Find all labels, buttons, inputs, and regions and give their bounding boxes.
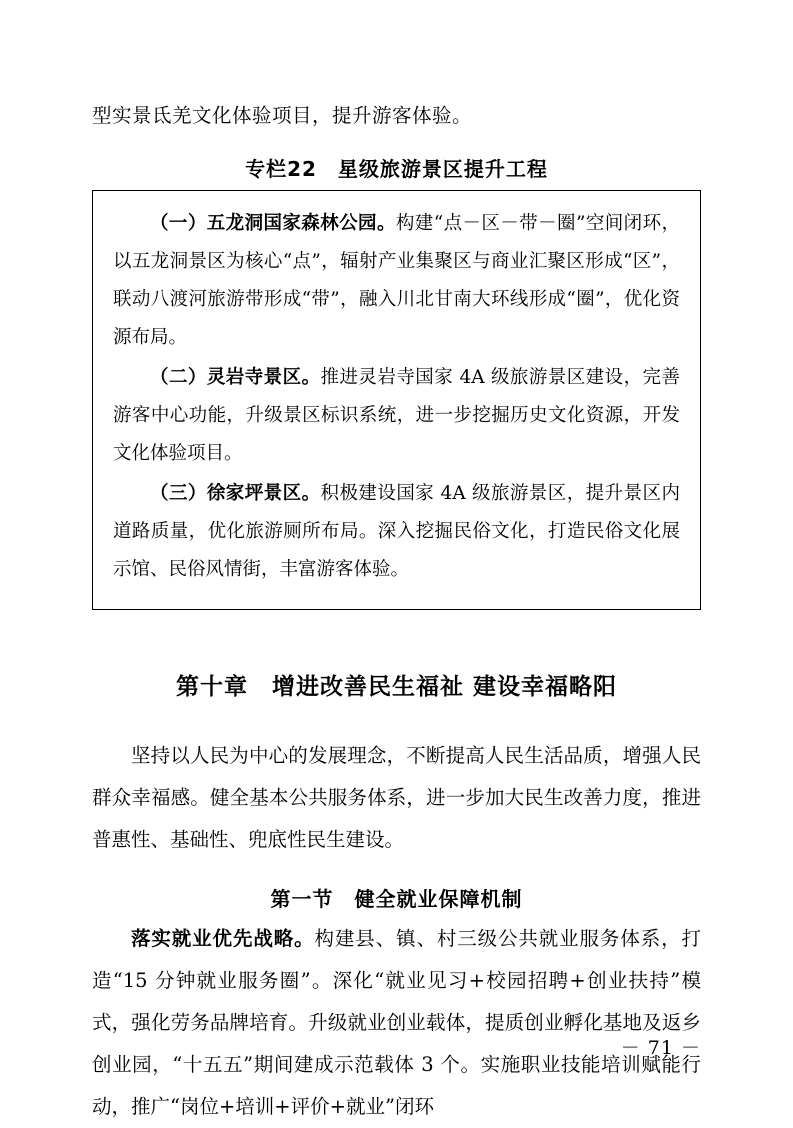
callout-item-lead: （一）五龙洞国家森林公园。 [150, 213, 396, 234]
chapter-intro-paragraph: 坚持以人民为中心的发展理念，不断提高人民生活品质，增强人民群众幸福感。健全基本公共服务体系，进一步加大民生改善力度，推进普惠性、基础性、兜底性民生建设。 [92, 744, 701, 851]
section-heading: 第一节 健全就业保障机制 [270, 887, 523, 911]
page-number: － 71 － [620, 1037, 701, 1059]
section-paragraph-text: 构建县、镇、村三级公共就业服务体系，打造“15 分钟就业服务圈”。深化“就业见习+校园招聘+创业扶持”模式，强化劳务品牌培育。升级就业创业载体，提质创业孵化基地及返乡创业园，“十五五”期间建成示范载体 3 个。实施职业技能培训赋能行动，推广“岗位+培训+评价+就业”闭环 [92, 927, 701, 1118]
callout-item [113, 359, 680, 473]
callout-title: 专栏22 星级旅游景区提升工程 [245, 157, 548, 181]
section-paragraph [92, 918, 701, 1128]
callout-item-text: 积极建设国家 4A 级旅游景区，提升景区内道路质量，优化旅游厕所布局。深入挖掘民俗文化，打造民俗文化展示馆、民俗风情街，丰富游客体验。 [113, 483, 680, 580]
callout-item [113, 205, 680, 357]
callout-box [92, 190, 701, 610]
section-paragraph-lead: 落实就业优先战略。 [131, 927, 315, 950]
callout-item [113, 475, 680, 589]
callout-item-lead: （三）徐家坪景区。 [150, 483, 321, 504]
callout-item-lead: （二）灵岩寺景区。 [150, 367, 321, 388]
top-continuation-paragraph: 型实景氐羌文化体验项目，提升游客体验。 [92, 104, 473, 127]
callout-item-text: 构建“点－区－带－圈”空间闭环，以五龙洞景区为核心“点”，辐射产业集聚区与商业汇聚区形成“区”，联动八渡河旅游带形成“带”，融入川北甘南大环线形成“圈”，优化资源布局。 [113, 213, 680, 348]
chapter-heading: 第十章 增进改善民生福祉 建设幸福略阳 [175, 674, 617, 700]
callout-item-text: 推进灵岩寺国家 4A 级旅游景区建设，完善游客中心功能，升级景区标识系统，进一步挖掘历史文化资源，开发文化体验项目。 [113, 367, 680, 464]
